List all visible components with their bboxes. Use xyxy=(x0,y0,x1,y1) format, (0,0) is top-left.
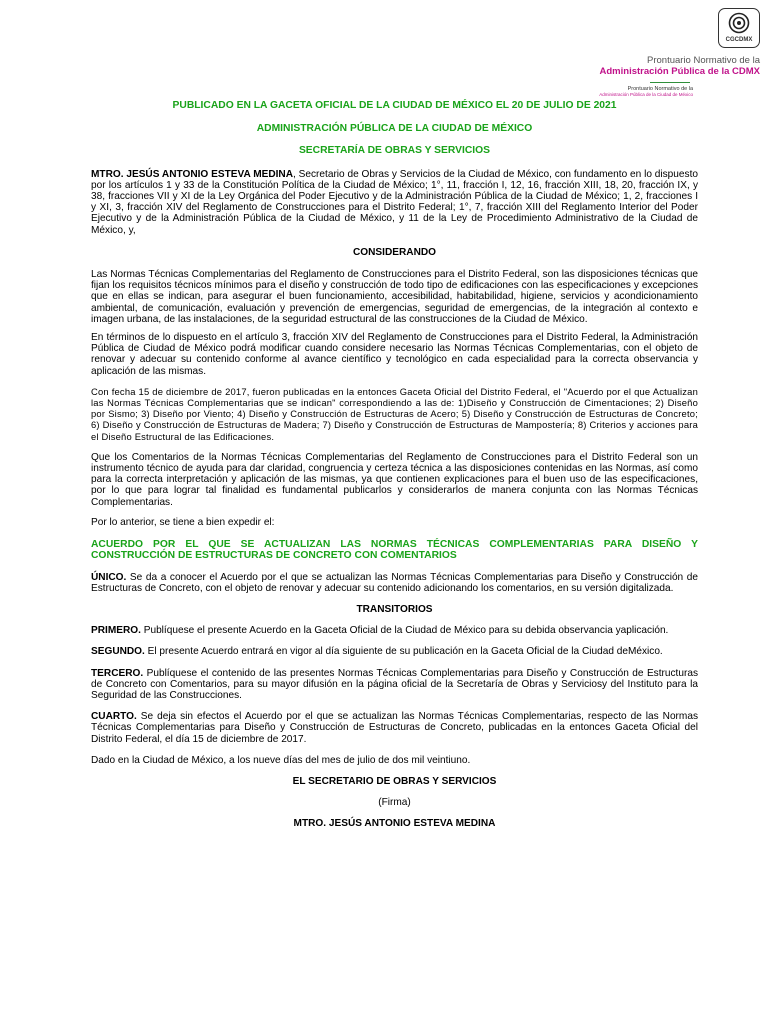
prontuario-subtitle: Administración Pública de la CDMX xyxy=(599,66,760,77)
primero-label: PRIMERO. xyxy=(91,625,141,637)
secretariat-heading: SECRETARÍA DE OBRAS Y SERVICIOS xyxy=(298,145,491,157)
transitorios-heading: TRANSITORIOS xyxy=(356,603,433,615)
firma-label: (Firma) xyxy=(378,797,411,809)
cgcdmx-logo xyxy=(718,8,760,48)
signatory-name: MTRO. JESÚS ANTONIO ESTEVA MEDINA xyxy=(293,818,496,830)
primero-paragraph xyxy=(91,625,698,636)
intro-name: MTRO. JESÚS ANTONIO ESTEVA MEDINA xyxy=(91,168,294,180)
tercero-text: Publíquese el contenido de las presentes Normas Técnicas Complementarias para Diseño y Construcción de Estructuras de Concreto con Comentarios, para su mayor difusión en la página oficial de la Secretaría de Obras y Serviciosy del Instituto para la Seguridad de las Construcciones. xyxy=(91,667,698,701)
eye-logo-icon xyxy=(728,12,750,34)
dado-paragraph: Dado en la Ciudad de México, a los nueve días del mes de julio de dos mil veintiuno. xyxy=(91,754,471,766)
intro-paragraph xyxy=(91,169,698,236)
paragraph-2: En términos de lo dispuesto en el artículo 3, fracción XIV del Reglamento de Construcciones para el Distrito Federal, la Administración Pública de Ciudad de México podrá modificar cuando considere necesario las Normas Técnicas Complementarias, con el objeto de renovar y adecuar su contenido conforme al avance científico y tecnológico en cada especialidad para la correcta observancia y aplicación de las mismas. xyxy=(91,332,698,377)
tercero-paragraph xyxy=(91,668,698,702)
signatory-title: EL SECRETARIO DE OBRAS Y SERVICIOS xyxy=(292,775,497,787)
segundo-text: El presente Acuerdo entrará en vigor al día siguiente de su publicación en la Gaceta Oficial de la Ciudad deMéxico. xyxy=(144,646,663,658)
paragraph-5: Por lo anterior, se tiene a bien expedir el: xyxy=(91,516,275,528)
publication-heading: PUBLICADO EN LA GACETA OFICIAL DE LA CIUDAD DE MÉXICO EL 20 DE JULIO DE 2021 xyxy=(172,100,617,111)
unico-text: Se da a conocer el Acuerdo por el que se actualizan las Normas Técnicas Complementarias para Diseño y Construcción de Estructuras de Concreto, con el objeto de renovar y adecuar su contenido adicionando los comentarios, en su versión digitalizada. xyxy=(91,571,698,594)
prontuario-title: Prontuario Normativo de la xyxy=(647,55,760,66)
logo-text: CGCDMX xyxy=(725,37,753,43)
cuarto-paragraph xyxy=(91,711,698,745)
primero-text: Publíquese el presente Acuerdo en la Gaceta Oficial de la Ciudad de México para su debida observancia yaplicación. xyxy=(140,625,669,637)
unico-label: ÚNICO. xyxy=(91,571,127,583)
unico-paragraph xyxy=(91,572,698,594)
segundo-label: SEGUNDO. xyxy=(91,646,145,658)
intro-text: , Secretario de Obras y Servicios de la Ciudad de México, con fundamento en lo dispuesto por los artículos 1 y 33 de la Constitución Política de la Ciudad de México; 1°, 11, fracción I, 12, 16, fracción XIII, 18, 20, fracción IX, y 38, fracciones VII y XI de la Ley Orgánica del Poder Ejecutivo y de la Administración Pública de la Ciudad de México; 1, 2, fracciones I y XI, 3, fracción XIV del Reglamento de Construcciones para el Distrito Federal; 1°, 7, fracción XIII del Reglamento Interior del Poder Ejecutivo y de la Administración Pública de la Ciudad de México, y 11 de la Ley de Procedimiento Administrativo de la Ciudad de México, y, xyxy=(91,168,698,236)
tercero-label: TERCERO. xyxy=(91,667,144,679)
segundo-paragraph xyxy=(91,646,698,657)
prontuario-small-title: Prontuario Normativo de la xyxy=(627,86,693,92)
paragraph-1: Las Normas Técnicas Complementarias del Reglamento de Construcciones para el Distrito Federal, son las disposiciones técnicas que fijan los requisitos técnicos mínimos para el diseño y construcción de todo tipo de edificaciones con las especificaciones y excepciones que en ellas se indican, para asegurar el buen funcionamiento, accesibilidad, habitabilidad, higiene, servicios y acondicionamiento ambiental, de comunicación, evaluación y prevención de emergencias, seguridad de emergencias, de la integración al contexto e imagen urbana, de las instalaciones, de la seguridad estructural de las construcciones de la Ciudad de México. xyxy=(91,269,698,325)
administration-heading: ADMINISTRACIÓN PÚBLICA DE LA CIUDAD DE MÉXICO xyxy=(256,123,533,135)
document-body xyxy=(91,100,698,830)
cuarto-text: Se deja sin efectos el Acuerdo por el que se actualizan las Normas Técnicas Complementarias, respecto de las Normas Técnicas Complementarias para Diseño y Construcción de Estructuras de Concreto, publicadas en la entonces Gaceta Oficial del Distrito Federal, el día 15 de diciembre de 2017. xyxy=(91,711,698,745)
acuerdo-title: ACUERDO POR EL QUE SE ACTUALIZAN LAS NORMAS TÉCNICAS COMPLEMENTARIAS PARA DISEÑO Y CONSTRUCCIÓN DE ESTRUCTURAS DE CONCRETO CON COMENTARIOS xyxy=(91,539,698,562)
divider xyxy=(650,82,690,83)
paragraph-3: Con fecha 15 de diciembre de 2017, fueron publicadas en la entonces Gaceta Oficial del Distrito Federal, el "Acuerdo por el que Actualizan las Normas Técnicas Complementarias que se indican" correspondiendo a las de: 1)Diseño y Construcción de Cimentaciones; 2) Diseño por Sismo; 3) Diseño por Viento; 4) Diseño y Construcción de Estructuras de Acero; 5) Diseño y Construcción de Estructuras de Concreto; 6) Diseño y Construcción de Estructuras de Madera; 7) Diseño y Construcción de Estructuras de Mampostería; 8) Criterios y acciones para el Diseño Estructural de las Edificaciones. xyxy=(91,385,698,442)
paragraph-4: Que los Comentarios de la Normas Técnicas Complementarias del Reglamento de Construcciones para el Distrito Federal son un instrumento técnico de ayuda para dar claridad, congruencia y certeza técnica a las disposiciones contenidas en las Normas, así como para la correcta interpretación y aplicación de las mismas, ya que contienen explicaciones para el buen uso de las especificaciones, por lo que para lograr tal finalidad es fundamental publicarlos y considerarlos de manera conjunta con las Normas Técnicas Complementarias. xyxy=(91,451,698,508)
considerando-heading: CONSIDERANDO xyxy=(353,246,436,258)
cuarto-label: CUARTO. xyxy=(91,711,137,723)
prontuario-small-subtitle: Administración Pública de la Ciudad de México xyxy=(599,92,693,97)
